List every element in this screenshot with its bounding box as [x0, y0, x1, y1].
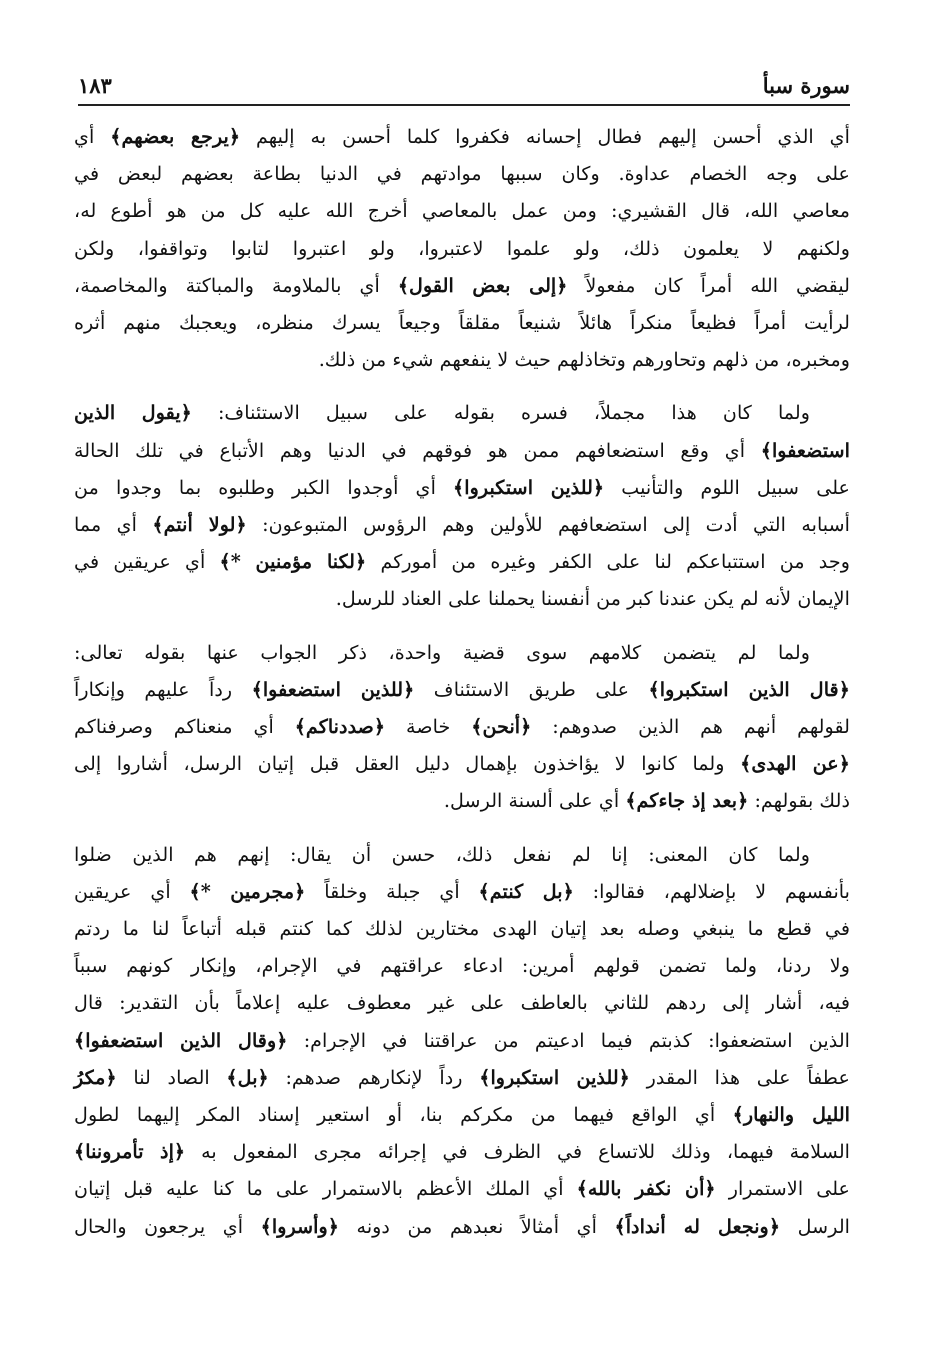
quran-quote: ﴿بعد إذ جاءكم﴾: [625, 789, 749, 813]
text-line: ولما كان هذا مجملاً، فسره بقوله على سبيل الاستئناف: ﴿يقول الذين: [74, 401, 810, 425]
quran-quote: ﴿قال الذين استكبروا﴾: [648, 677, 850, 701]
paragraph-1: [74, 118, 850, 378]
paragraph-3: [74, 634, 850, 820]
text-line: الذين استضعفوا: كذبتم فيما ادعيتم من عراقتنا في الإجرام: ﴿وقال الذين استضعفوا﴾: [74, 1028, 851, 1052]
text-line: ولما كان المعنى: إنا لم نفعل ذلك، حسن أن يقال: إنهم هم الذين ضلوا: [74, 842, 810, 866]
quran-quote: ﴿للذين استكبروا﴾: [453, 475, 605, 499]
quran-quote: ﴿عن الهدى﴾: [740, 752, 850, 776]
quran-quote: ﴿مكرُ: [74, 1065, 117, 1089]
quran-quote: ﴿وقال الذين استضعفوا﴾: [74, 1028, 288, 1052]
surah-title: سورة سبأ: [762, 73, 850, 98]
paragraph-4: [74, 836, 850, 1245]
quran-quote: ﴿إذ تأمروننا﴾: [74, 1140, 186, 1164]
quran-quote: ﴿ونجعل له أنداداً﴾: [614, 1214, 781, 1238]
text-line: الليل والنهار﴾ أي الواقع فيهما من مكركم بنا، أو استعير إسناد المكر إليهما لطول: [74, 1103, 850, 1127]
text-line: أسبابه التي أدت إلى استضعافهم للأولين وهم الرؤوس المتبوعون: ﴿لولا أنتم﴾ أي مما: [74, 513, 851, 537]
text-line: لرأيت أمراً فظيعاً منكراً هائلاً شنيعاً مقلقاً وجيعاً يسرك منظره، ويعجبك منهم أثره: [74, 311, 850, 335]
quran-quote: ﴿لكنا مؤمنين *﴾: [219, 550, 367, 574]
quran-quote: ﴿يرجع بعضهم﴾: [110, 125, 241, 148]
text-line: الإيمان لأنه لم يكن عندنا كبر من أنفسنا يحملنا على العناد للرسل.: [335, 587, 850, 611]
text-line: بأنفسهم لا بإضلالهم، فقالوا: ﴿بل كنتم﴾ أي جبلة وخلقاً ﴿مجرمين *﴾ أي عريقين: [74, 879, 850, 903]
quran-quote: ﴿إلى بعض القول﴾: [397, 273, 568, 297]
quran-quote: ﴿للذين استضعفوا﴾: [251, 677, 415, 701]
text-line: على سبيل اللوم والتأنيب ﴿للذين استكبروا﴾ أي أوجدوا الكبر وطلبوه بما وجدوا من: [74, 475, 850, 499]
page-header: [78, 58, 850, 98]
quran-quote: ﴿مجرمين *﴾: [189, 879, 306, 903]
text-line: ولا ردنا، ولما تضمن قولهم أمرين: ادعاء عراقتهم في الإجرام، وإنكار كونهم سبباً: [74, 954, 850, 978]
text-line: على الاستمرار ﴿أن نكفر بالله﴾ أي الملك الأعظم بالاستمرار على ما كنا عليه قبل إتيان: [74, 1177, 850, 1201]
text-line: استضعفوا﴾ أي وقع استضعافهم ممن هو فوقهم في الدنيا وهم الأتباع في تلك الحالة: [74, 438, 850, 462]
text-line: الرسل ﴿ونجعل له أنداداً﴾ أي أمثالاً نعبدهم من دونه ﴿وأسروا﴾ أي يرجعون والحال: [74, 1214, 850, 1238]
header-rule: [78, 104, 850, 106]
text-line: ومخبره، من ذلهم وتحاورهم وتخاذلهم حيث لا ينفعهم شيء من ذلك.: [318, 348, 850, 372]
text-line: في قطع ما ينبغي وصله بعد إتيان الهدى مختارين لذلك كما كنتم قبله أتباعاً لنا ما ردتم: [74, 917, 850, 941]
quran-quote: ﴿أنحن﴾: [471, 715, 532, 739]
text-line: ﴿عن الهدى﴾ ولما كانوا لا يؤاخذون بإهمال دليل العقل قبل إتيان الرسل، أشاروا إلى: [74, 752, 850, 776]
text-body: [74, 118, 850, 1261]
text-line: معاصي الله، قال القشيري: ومن عمل بالمعاصي أخرج الله عليه كل من هو أطوع له،: [74, 199, 850, 223]
text-line: ليقضي الله أمراً كان مفعولاً ﴿إلى بعض القول﴾ أي بالملاومة والمباكتة والمخاصمة،: [74, 273, 851, 297]
quran-quote: ﴿صددناكم﴾: [294, 715, 386, 739]
text-line: لقولهم أنهم هم الذين صدوهم: ﴿أنحن﴾ خاصة ﴿صددناكم﴾ أي منعناكم وصرفناكم: [74, 715, 850, 739]
quran-quote: الليل والنهار﴾: [732, 1103, 850, 1127]
text-line: السلامة فيهما، وذلك للاتساع في الظرف في إجرائه مجرى المفعول به ﴿إذ تأمروننا﴾: [74, 1140, 850, 1164]
text-line: فيه، أشار إلى ردهم للثاني بالعاطف على غير معطوف عليه إعلاماً بأن التقدير: قال: [74, 991, 850, 1015]
text-line: أي الذي أحسن إليهم فطال إحسانه فكفروا كلما أحسن به إليهم ﴿يرجع بعضهم﴾ أي: [74, 125, 851, 148]
text-line: وجد من استتباعكم لنا على الكفر وغيره من أموركم ﴿لكنا مؤمنين *﴾ أي عريقين في: [74, 550, 850, 574]
text-line: على وجه الخصام عداوة. وكان سببها موادتهم في الدنيا بطاعة بعضهم لبعض في: [74, 162, 850, 186]
paragraph-2: [74, 394, 850, 617]
page-number: ١٨٣: [78, 73, 112, 98]
text-line: ذلك بقولهم: ﴿بعد إذ جاءكم﴾ أي على ألسنة الرسل.: [443, 789, 850, 813]
quran-quote: استضعفوا﴾: [760, 438, 850, 462]
text-line: ولكنهم لا يعلمون ذلك، ولو علموا لاعتبروا، ولو اعتبروا لتابوا وتواقفوا، ولكن: [74, 236, 850, 260]
text-line: عطفاً على هذا المقدر ﴿للذين استكبروا﴾ رداً لإنكارهم صدهم: ﴿بل﴾ الصاد لنا ﴿مكرُ: [74, 1065, 850, 1089]
quran-quote: ﴿لولا أنتم﴾: [152, 513, 247, 537]
quran-quote: ﴿يقول الذين: [74, 401, 192, 425]
quran-quote: ﴿بل﴾: [226, 1065, 269, 1089]
text-line: ﴿قال الذين استكبروا﴾ على طريق الاستئناف ﴿للذين استضعفوا﴾ رداً عليهم وإنكاراً: [74, 677, 850, 701]
quran-quote: ﴿وأسروا﴾: [260, 1214, 339, 1238]
quran-quote: ﴿أن نكفر بالله﴾: [576, 1177, 716, 1201]
quran-quote: ﴿للذين استكبروا﴾: [479, 1065, 630, 1089]
text-line: ولما لم يتضمن كلامهم سوى قضية واحدة، ذكر الجواب عنها بقوله تعالى:: [74, 640, 810, 664]
quran-quote: ﴿بل كنتم﴾: [478, 879, 574, 903]
